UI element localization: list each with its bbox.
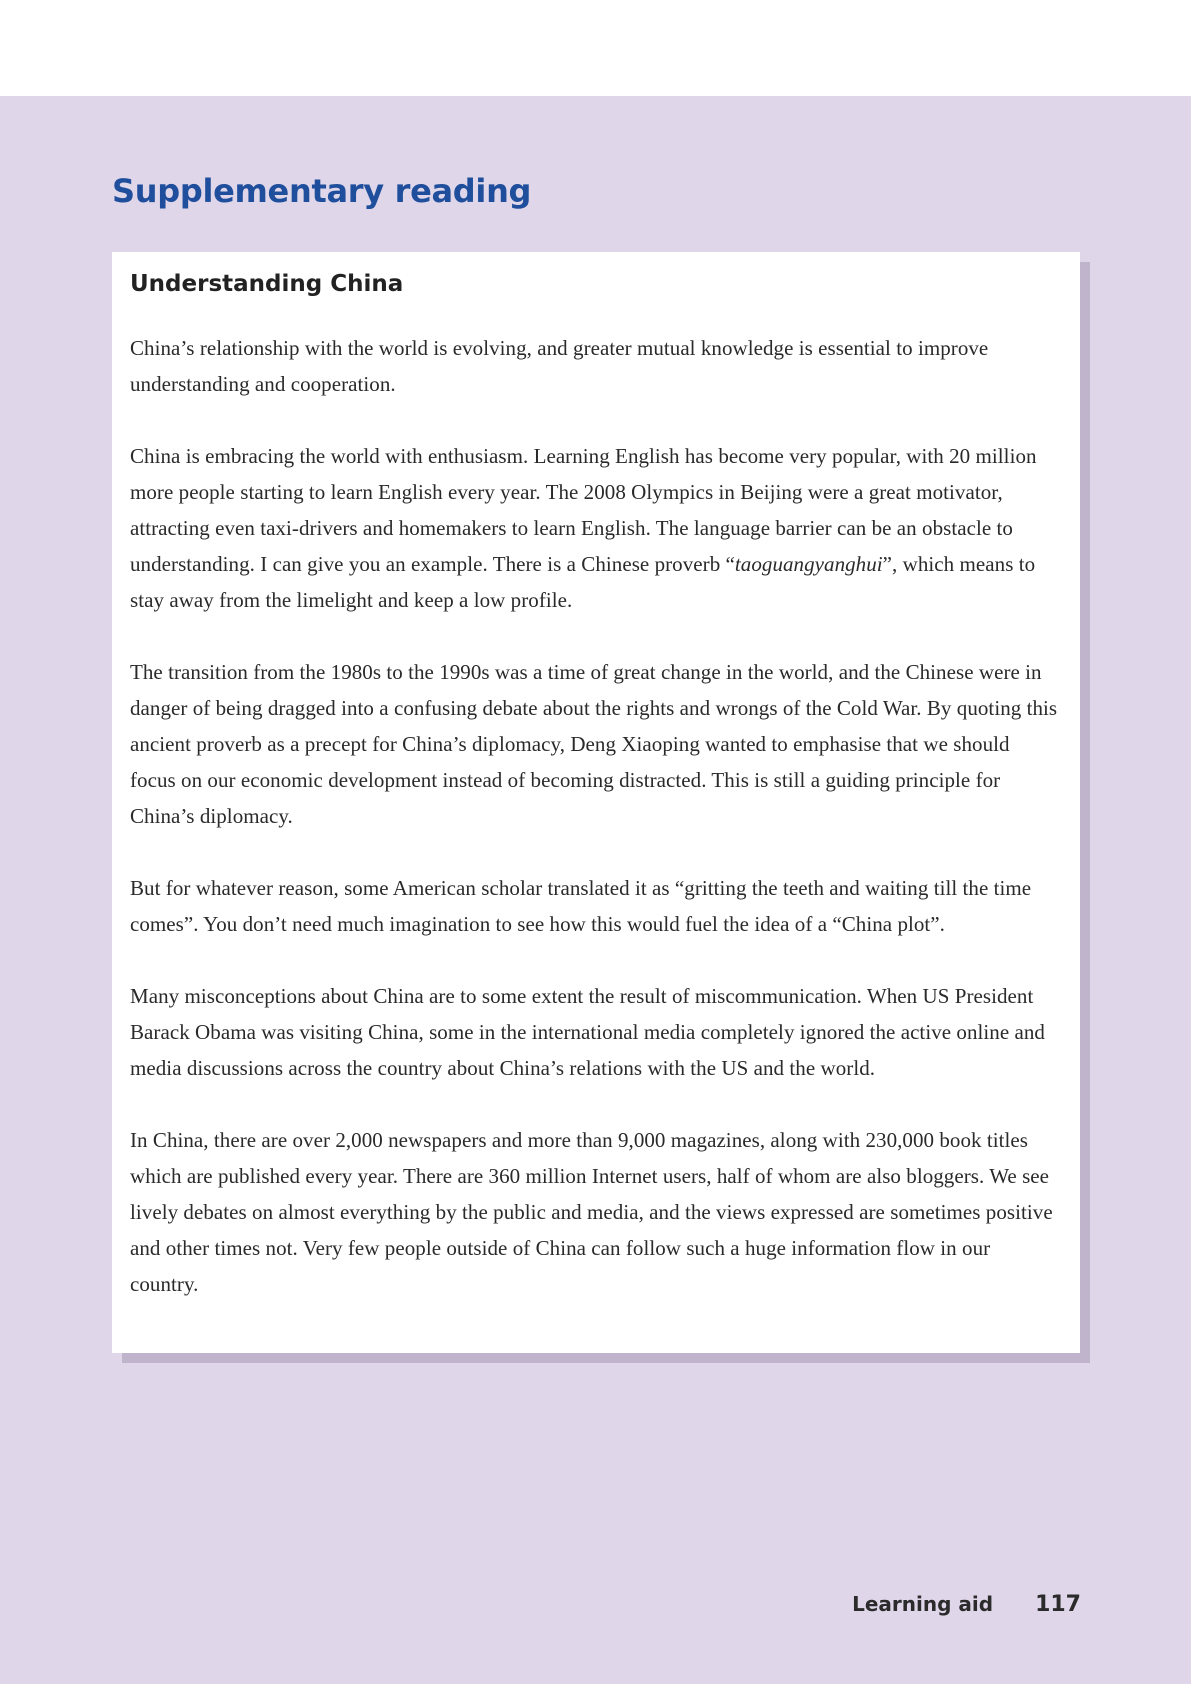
footer-section-label: Learning aid [852,1592,994,1616]
article-paragraph-2 [130,438,1060,618]
proverb-term: taoguangyanghui [734,552,883,576]
article-paragraph-5: Many misconceptions about China are to some extent the result of miscommunication. When US President Barack Obama was visiting China, some in the international media completely ignored the active online and media discussions across the country about China’s relations with the US and the world. [130,984,1045,1080]
article-title: Understanding China [130,271,404,297]
reading-card [112,252,1080,1353]
page-number: 117 [1035,1592,1081,1617]
article-paragraph-4: But for whatever reason, some American scholar translated it as “gritting the teeth and waiting till the time comes”. You don’t need much imagination to see how this would fuel the idea of a “China plot”. [130,876,1032,936]
article-paragraph-6: In China, there are over 2,000 newspapers and more than 9,000 magazines, along with 230,000 book titles which are published every year. There are 360 million Internet users, half of whom are also bloggers. We see lively debates on almost everything by the public and media, and the views expressed are sometimes positive and other times not. Very few people outside of China can follow such a huge information flow in our country. [130,1128,1053,1296]
paragraph-2-text-before: China is embracing the world with enthusiasm. Learning English has become very popular, with 20 million more people starting to learn English every year. The 2008 Olympics in Beijing were a great motivator, attracting even taxi-drivers and homemakers to learn English. The language barrier can be an obstacle to understanding. I can give you an example. There is a Chinese proverb “ [130,444,1037,576]
article-paragraph-1: China’s relationship with the world is evolving, and greater mutual knowledge is essential to improve understanding and cooperation. [130,336,989,396]
article-paragraph-3: The transition from the 1980s to the 1990s was a time of great change in the world, and the Chinese were in danger of being dragged into a confusing debate about the rights and wrongs of the Cold War. By quoting this ancient proverb as a precept for China’s diplomacy, Deng Xiaoping wanted to emphasise that we should focus on our economic development instead of becoming distracted. This is still a guiding principle for China’s diplomacy. [130,660,1058,828]
section-heading: Supplementary reading [112,172,532,210]
paragraph-2-text-after: ”, which means to stay away from the limelight and keep a low profile. [130,552,1036,612]
page-footer [852,1592,1081,1617]
